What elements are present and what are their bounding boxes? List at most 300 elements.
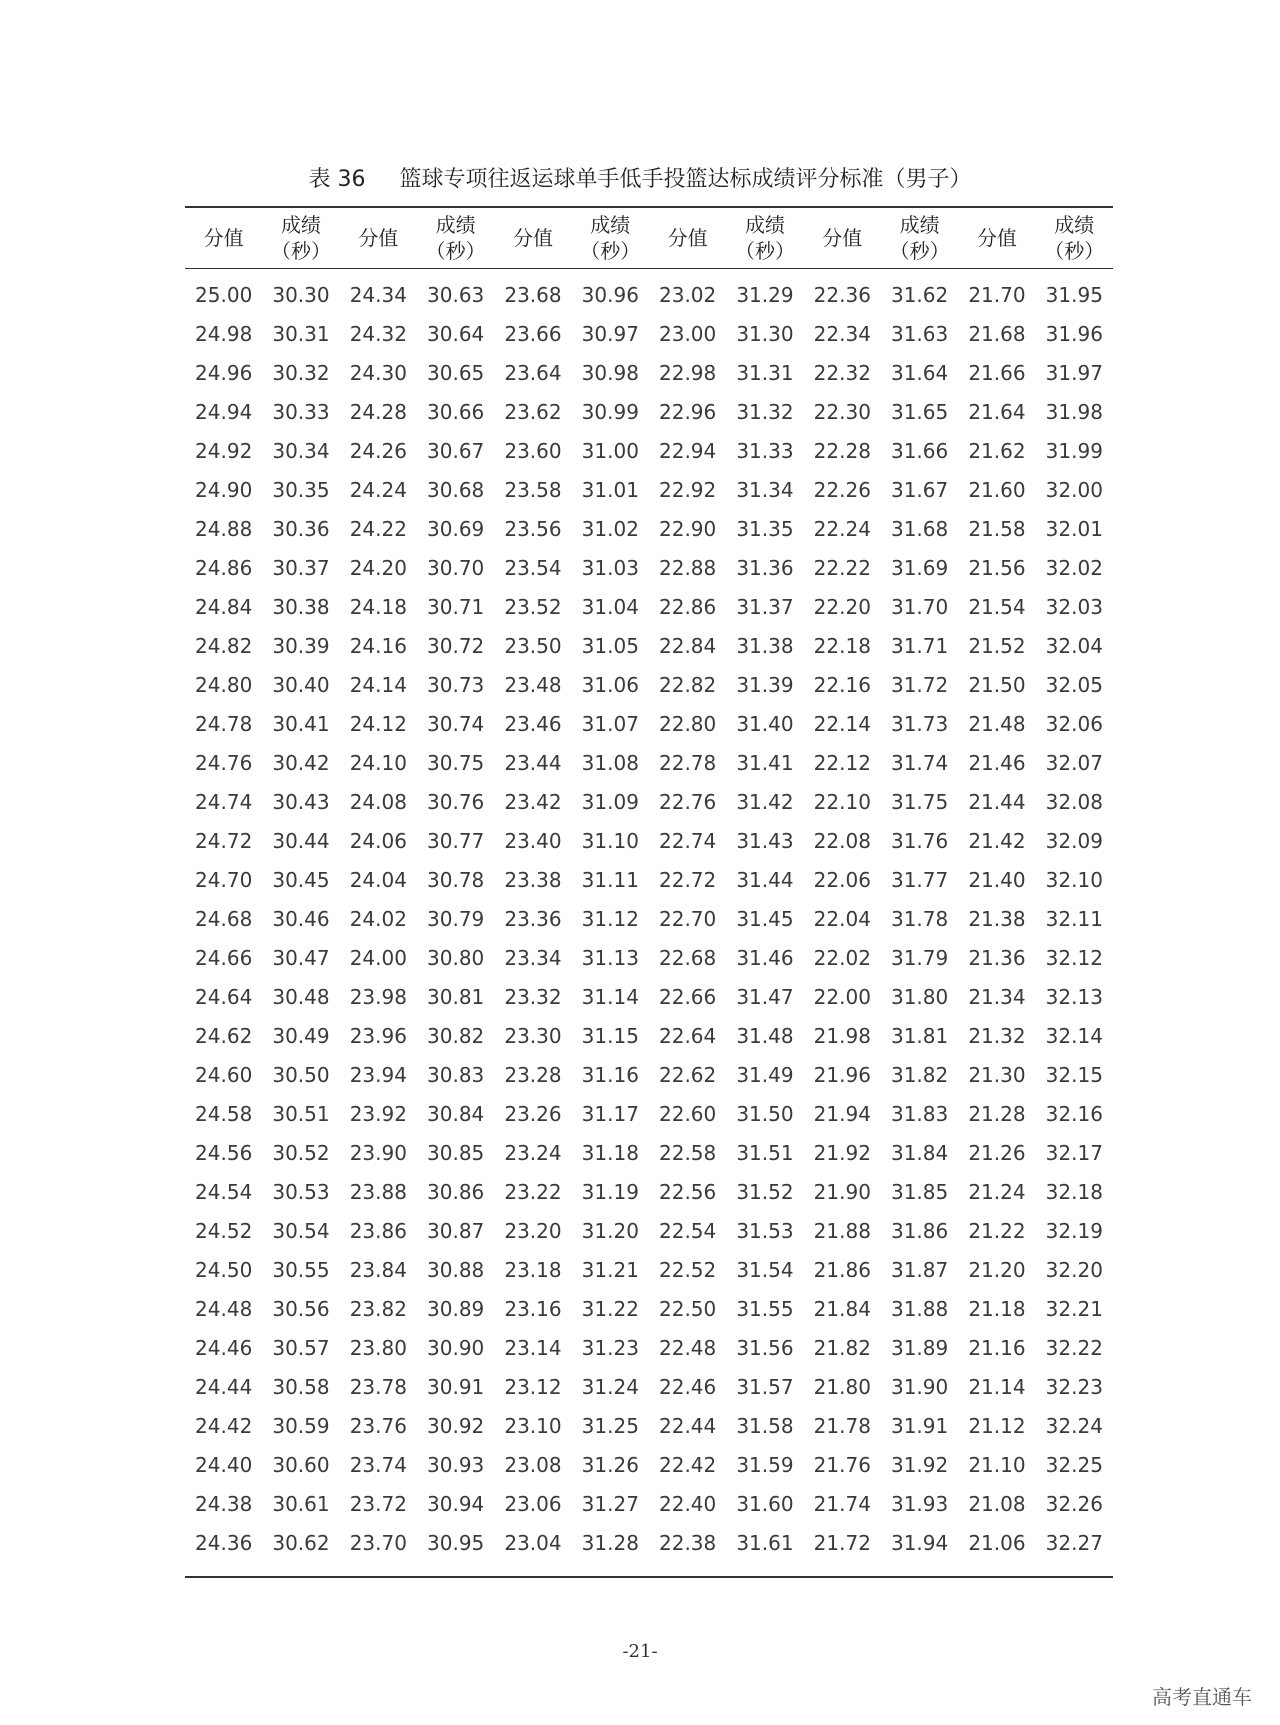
score-cell: 21.58 bbox=[968, 516, 1026, 541]
result-cell: 30.89 bbox=[427, 1296, 485, 1321]
result-cell: 30.35 bbox=[272, 477, 330, 502]
score-cell: 22.32 bbox=[813, 360, 871, 385]
result-cell: 31.02 bbox=[581, 516, 639, 541]
result-cell: 32.15 bbox=[1045, 1062, 1103, 1087]
result-cell: 32.22 bbox=[1045, 1335, 1103, 1360]
score-cell: 21.84 bbox=[813, 1296, 871, 1321]
result-cell: 31.25 bbox=[581, 1413, 639, 1438]
result-cell: 32.08 bbox=[1045, 789, 1103, 814]
score-cell: 22.08 bbox=[813, 828, 871, 853]
score-cell: 24.18 bbox=[349, 594, 407, 619]
score-cell: 22.64 bbox=[659, 1023, 717, 1048]
result-cell: 30.63 bbox=[427, 282, 485, 307]
score-cell: 21.86 bbox=[813, 1257, 871, 1282]
result-cell: 30.59 bbox=[272, 1413, 330, 1438]
score-cell: 21.36 bbox=[968, 945, 1026, 970]
score-cell: 22.66 bbox=[659, 984, 717, 1009]
result-cell: 30.87 bbox=[427, 1218, 485, 1243]
result-cell: 30.94 bbox=[427, 1491, 485, 1516]
result-cell: 31.67 bbox=[890, 477, 949, 502]
score-cell: 22.06 bbox=[813, 867, 871, 892]
result-cell: 31.34 bbox=[736, 477, 794, 502]
result-cell: 30.73 bbox=[427, 672, 485, 697]
score-cell: 23.44 bbox=[504, 750, 562, 775]
result-cell: 30.32 bbox=[272, 360, 330, 385]
score-cell: 24.84 bbox=[195, 594, 253, 619]
table-row bbox=[185, 1328, 1113, 1367]
table-row bbox=[185, 860, 1113, 899]
result-cell: 31.01 bbox=[581, 477, 639, 502]
result-cell: 31.32 bbox=[736, 399, 794, 424]
score-cell: 24.24 bbox=[349, 477, 407, 502]
result-cell: 30.41 bbox=[272, 711, 330, 736]
result-cell: 30.70 bbox=[427, 555, 485, 580]
score-cell: 25.00 bbox=[195, 282, 253, 307]
result-cell: 31.37 bbox=[736, 594, 794, 619]
score-cell: 22.88 bbox=[659, 555, 717, 580]
score-cell: 24.48 bbox=[195, 1296, 253, 1321]
score-cell: 21.32 bbox=[968, 1023, 1026, 1048]
score-cell: 21.46 bbox=[968, 750, 1026, 775]
result-cell: 31.92 bbox=[890, 1452, 949, 1477]
result-cell: 31.06 bbox=[581, 672, 639, 697]
result-cell: 30.93 bbox=[427, 1452, 485, 1477]
result-cell: 30.99 bbox=[581, 399, 639, 424]
result-cell: 31.35 bbox=[736, 516, 794, 541]
score-cell: 22.52 bbox=[659, 1257, 717, 1282]
result-cell: 31.00 bbox=[581, 438, 639, 463]
score-cell: 22.98 bbox=[659, 360, 717, 385]
result-cell: 30.78 bbox=[427, 867, 485, 892]
result-cell: 31.43 bbox=[736, 828, 794, 853]
result-cell: 31.78 bbox=[890, 906, 949, 931]
score-cell: 24.92 bbox=[195, 438, 253, 463]
table-row bbox=[185, 509, 1113, 548]
table-row bbox=[185, 704, 1113, 743]
score-cell: 24.76 bbox=[195, 750, 253, 775]
score-cell: 23.66 bbox=[504, 321, 562, 346]
score-cell: 23.20 bbox=[504, 1218, 562, 1243]
result-cell: 30.90 bbox=[427, 1335, 485, 1360]
score-cell: 23.58 bbox=[504, 477, 562, 502]
score-cell: 21.44 bbox=[968, 789, 1026, 814]
result-cell: 31.60 bbox=[736, 1491, 794, 1516]
result-cell: 31.88 bbox=[890, 1296, 949, 1321]
result-cell: 30.84 bbox=[427, 1101, 485, 1126]
score-cell: 21.96 bbox=[813, 1062, 871, 1087]
header-result bbox=[417, 207, 494, 269]
page-number: -21- bbox=[622, 1641, 658, 1662]
score-cell: 22.72 bbox=[659, 867, 717, 892]
score-cell: 23.24 bbox=[504, 1140, 562, 1165]
result-cell: 31.59 bbox=[736, 1452, 794, 1477]
result-cell: 30.36 bbox=[272, 516, 330, 541]
score-cell: 24.52 bbox=[195, 1218, 253, 1243]
score-cell: 22.76 bbox=[659, 789, 717, 814]
score-cell: 24.44 bbox=[195, 1374, 253, 1399]
table-title bbox=[0, 162, 1280, 193]
result-cell: 30.51 bbox=[272, 1101, 330, 1126]
result-cell: 31.52 bbox=[736, 1179, 794, 1204]
score-cell: 22.84 bbox=[659, 633, 717, 658]
score-cell: 24.94 bbox=[195, 399, 253, 424]
score-cell: 21.50 bbox=[968, 672, 1026, 697]
score-cell: 23.76 bbox=[349, 1413, 407, 1438]
result-cell: 32.27 bbox=[1036, 1523, 1113, 1577]
result-cell: 31.21 bbox=[581, 1257, 639, 1282]
score-cell: 23.94 bbox=[349, 1062, 407, 1087]
result-cell: 31.90 bbox=[890, 1374, 949, 1399]
result-cell: 32.26 bbox=[1045, 1491, 1103, 1516]
score-cell: 22.12 bbox=[813, 750, 871, 775]
result-cell: 32.09 bbox=[1045, 828, 1103, 853]
result-cell: 30.75 bbox=[427, 750, 485, 775]
result-cell: 32.20 bbox=[1045, 1257, 1103, 1282]
score-cell: 24.16 bbox=[349, 633, 407, 658]
score-cell: 24.98 bbox=[195, 321, 253, 346]
score-cell: 24.82 bbox=[195, 633, 253, 658]
score-cell: 24.00 bbox=[349, 945, 407, 970]
result-cell: 30.74 bbox=[427, 711, 485, 736]
score-cell: 21.80 bbox=[813, 1374, 871, 1399]
score-cell: 24.70 bbox=[195, 867, 253, 892]
header-result-label: 成绩 bbox=[280, 213, 321, 237]
watermark: 高考直通车 bbox=[1152, 1685, 1252, 1709]
result-cell: 31.45 bbox=[736, 906, 794, 931]
score-cell: 24.78 bbox=[195, 711, 253, 736]
result-cell: 31.76 bbox=[890, 828, 949, 853]
result-cell: 31.97 bbox=[1045, 360, 1103, 385]
result-cell: 31.30 bbox=[736, 321, 794, 346]
result-cell: 31.81 bbox=[890, 1023, 949, 1048]
score-cell: 23.38 bbox=[504, 867, 562, 892]
header-result-unit: （秒） bbox=[270, 239, 331, 263]
result-cell: 31.61 bbox=[726, 1523, 803, 1577]
result-cell: 31.26 bbox=[581, 1452, 639, 1477]
score-cell: 21.54 bbox=[968, 594, 1026, 619]
result-cell: 31.24 bbox=[581, 1374, 639, 1399]
result-cell: 31.79 bbox=[890, 945, 949, 970]
result-cell: 30.71 bbox=[427, 594, 485, 619]
score-cell: 24.56 bbox=[195, 1140, 253, 1165]
score-cell: 21.66 bbox=[968, 360, 1026, 385]
table-row bbox=[185, 1250, 1113, 1289]
result-cell: 31.82 bbox=[890, 1062, 949, 1087]
score-cell: 22.44 bbox=[659, 1413, 717, 1438]
score-cell: 21.10 bbox=[968, 1452, 1026, 1477]
header-score: 分值 bbox=[512, 226, 553, 250]
score-cell: 24.68 bbox=[195, 906, 253, 931]
score-cell: 21.38 bbox=[968, 906, 1026, 931]
result-cell: 31.71 bbox=[890, 633, 949, 658]
score-cell: 24.20 bbox=[349, 555, 407, 580]
result-cell: 31.68 bbox=[890, 516, 949, 541]
result-cell: 32.16 bbox=[1045, 1101, 1103, 1126]
result-cell: 30.39 bbox=[272, 633, 330, 658]
score-cell: 21.14 bbox=[968, 1374, 1026, 1399]
result-cell: 31.84 bbox=[890, 1140, 949, 1165]
result-cell: 30.57 bbox=[272, 1335, 330, 1360]
result-cell: 31.53 bbox=[736, 1218, 794, 1243]
result-cell: 30.77 bbox=[427, 828, 485, 853]
score-cell: 23.82 bbox=[349, 1296, 407, 1321]
header-result-unit: （秒） bbox=[1044, 239, 1105, 263]
score-cell: 23.48 bbox=[504, 672, 562, 697]
result-cell: 30.60 bbox=[272, 1452, 330, 1477]
score-cell: 22.46 bbox=[659, 1374, 717, 1399]
header-result bbox=[1036, 207, 1113, 269]
result-cell: 31.95 bbox=[1045, 282, 1103, 307]
score-cell: 21.70 bbox=[968, 282, 1026, 307]
table-row bbox=[185, 626, 1113, 665]
header-result-label: 成绩 bbox=[899, 213, 940, 237]
score-cell: 23.34 bbox=[504, 945, 562, 970]
score-cell: 23.04 bbox=[494, 1523, 571, 1577]
score-cell: 23.12 bbox=[504, 1374, 562, 1399]
table-row bbox=[185, 938, 1113, 977]
result-cell: 32.07 bbox=[1045, 750, 1103, 775]
result-cell: 32.21 bbox=[1045, 1296, 1103, 1321]
score-cell: 22.62 bbox=[659, 1062, 717, 1087]
result-cell: 32.04 bbox=[1045, 633, 1103, 658]
score-cell: 23.74 bbox=[349, 1452, 407, 1477]
result-cell: 31.09 bbox=[581, 789, 639, 814]
header-score: 分值 bbox=[358, 226, 399, 250]
result-cell: 31.63 bbox=[890, 321, 949, 346]
score-cell: 21.40 bbox=[968, 867, 1026, 892]
result-cell: 31.10 bbox=[581, 828, 639, 853]
result-cell: 30.92 bbox=[427, 1413, 485, 1438]
result-cell: 31.38 bbox=[736, 633, 794, 658]
score-cell: 24.80 bbox=[195, 672, 253, 697]
table-row bbox=[185, 1094, 1113, 1133]
result-cell: 31.75 bbox=[890, 789, 949, 814]
result-cell: 31.07 bbox=[581, 711, 639, 736]
result-cell: 30.58 bbox=[272, 1374, 330, 1399]
result-cell: 30.55 bbox=[272, 1257, 330, 1282]
result-cell: 30.42 bbox=[272, 750, 330, 775]
score-cell: 21.42 bbox=[968, 828, 1026, 853]
score-cell: 23.84 bbox=[349, 1257, 407, 1282]
score-cell: 24.34 bbox=[349, 282, 407, 307]
result-cell: 32.01 bbox=[1045, 516, 1103, 541]
result-cell: 31.72 bbox=[890, 672, 949, 697]
score-cell: 21.18 bbox=[968, 1296, 1026, 1321]
score-cell: 22.36 bbox=[813, 282, 871, 307]
result-cell: 31.70 bbox=[890, 594, 949, 619]
score-cell: 21.24 bbox=[968, 1179, 1026, 1204]
score-cell: 24.36 bbox=[185, 1523, 262, 1577]
result-cell: 32.25 bbox=[1045, 1452, 1103, 1477]
result-cell: 32.03 bbox=[1045, 594, 1103, 619]
score-cell: 22.54 bbox=[659, 1218, 717, 1243]
score-cell: 24.60 bbox=[195, 1062, 253, 1087]
result-cell: 31.57 bbox=[736, 1374, 794, 1399]
result-cell: 31.19 bbox=[581, 1179, 639, 1204]
score-cell: 24.40 bbox=[195, 1452, 253, 1477]
score-cell: 24.88 bbox=[195, 516, 253, 541]
score-cell: 24.86 bbox=[195, 555, 253, 580]
score-cell: 24.14 bbox=[349, 672, 407, 697]
result-cell: 31.47 bbox=[736, 984, 794, 1009]
score-cell: 22.34 bbox=[813, 321, 871, 346]
result-cell: 31.40 bbox=[736, 711, 794, 736]
table-row bbox=[185, 1133, 1113, 1172]
table-row bbox=[185, 782, 1113, 821]
result-cell: 31.16 bbox=[581, 1062, 639, 1087]
result-cell: 32.06 bbox=[1045, 711, 1103, 736]
result-cell: 32.17 bbox=[1045, 1140, 1103, 1165]
score-cell: 23.98 bbox=[349, 984, 407, 1009]
result-cell: 30.86 bbox=[427, 1179, 485, 1204]
table-row bbox=[185, 1445, 1113, 1484]
result-cell: 31.05 bbox=[581, 633, 639, 658]
score-cell: 24.58 bbox=[195, 1101, 253, 1126]
result-cell: 31.18 bbox=[581, 1140, 639, 1165]
header-result-unit: （秒） bbox=[734, 239, 795, 263]
score-cell: 23.28 bbox=[504, 1062, 562, 1087]
score-cell: 23.86 bbox=[349, 1218, 407, 1243]
table-row bbox=[185, 1367, 1113, 1406]
result-cell: 32.18 bbox=[1045, 1179, 1103, 1204]
result-cell: 30.43 bbox=[272, 789, 330, 814]
score-cell: 22.80 bbox=[659, 711, 717, 736]
table-row bbox=[185, 431, 1113, 470]
result-cell: 30.82 bbox=[427, 1023, 485, 1048]
result-cell: 30.67 bbox=[427, 438, 485, 463]
score-cell: 23.88 bbox=[349, 1179, 407, 1204]
result-cell: 30.69 bbox=[427, 516, 485, 541]
score-cell: 23.30 bbox=[504, 1023, 562, 1048]
score-cell: 21.64 bbox=[968, 399, 1026, 424]
result-cell: 31.11 bbox=[581, 867, 639, 892]
header-result bbox=[726, 207, 803, 269]
score-cell: 23.36 bbox=[504, 906, 562, 931]
header-result-label: 成绩 bbox=[435, 213, 476, 237]
score-cell: 23.50 bbox=[504, 633, 562, 658]
result-cell: 31.13 bbox=[581, 945, 639, 970]
score-cell: 22.20 bbox=[813, 594, 871, 619]
score-cell: 23.78 bbox=[349, 1374, 407, 1399]
result-cell: 31.49 bbox=[736, 1062, 794, 1087]
score-cell: 22.70 bbox=[659, 906, 717, 931]
score-cell: 24.02 bbox=[349, 906, 407, 931]
score-cell: 22.24 bbox=[813, 516, 871, 541]
score-cell: 21.52 bbox=[968, 633, 1026, 658]
result-cell: 31.23 bbox=[581, 1335, 639, 1360]
result-cell: 31.54 bbox=[736, 1257, 794, 1282]
table-row bbox=[185, 743, 1113, 782]
score-cell: 23.70 bbox=[340, 1523, 417, 1577]
result-cell: 30.61 bbox=[272, 1491, 330, 1516]
score-cell: 23.08 bbox=[504, 1452, 562, 1477]
result-cell: 31.89 bbox=[890, 1335, 949, 1360]
score-cell: 21.68 bbox=[968, 321, 1026, 346]
result-cell: 31.14 bbox=[581, 984, 639, 1009]
result-cell: 31.33 bbox=[736, 438, 794, 463]
score-cell: 22.92 bbox=[659, 477, 717, 502]
score-cell: 23.14 bbox=[504, 1335, 562, 1360]
header-result-label: 成绩 bbox=[1054, 213, 1095, 237]
score-cell: 24.62 bbox=[195, 1023, 253, 1048]
score-cell: 21.48 bbox=[968, 711, 1026, 736]
result-cell: 31.51 bbox=[736, 1140, 794, 1165]
result-cell: 32.19 bbox=[1045, 1218, 1103, 1243]
result-cell: 31.27 bbox=[581, 1491, 639, 1516]
score-cell: 23.90 bbox=[349, 1140, 407, 1165]
score-cell: 23.64 bbox=[504, 360, 562, 385]
result-cell: 31.83 bbox=[890, 1101, 949, 1126]
table-caption: 篮球专项往返运球单手低手投篮达标成绩评分标准（男子） bbox=[399, 167, 972, 192]
result-cell: 30.98 bbox=[581, 360, 639, 385]
result-cell: 31.58 bbox=[736, 1413, 794, 1438]
result-cell: 31.87 bbox=[890, 1257, 949, 1282]
result-cell: 31.17 bbox=[581, 1101, 639, 1126]
header-result-unit: （秒） bbox=[889, 239, 950, 263]
score-cell: 21.08 bbox=[968, 1491, 1026, 1516]
result-cell: 30.54 bbox=[272, 1218, 330, 1243]
table-number: 表 36 bbox=[308, 167, 366, 192]
result-cell: 32.05 bbox=[1045, 672, 1103, 697]
score-cell: 22.40 bbox=[659, 1491, 717, 1516]
result-cell: 32.24 bbox=[1045, 1413, 1103, 1438]
table-row bbox=[185, 665, 1113, 704]
score-cell: 22.38 bbox=[649, 1523, 726, 1577]
score-cell: 21.92 bbox=[813, 1140, 871, 1165]
score-cell: 21.22 bbox=[968, 1218, 1026, 1243]
header-result-label: 成绩 bbox=[744, 213, 785, 237]
result-cell: 32.23 bbox=[1045, 1374, 1103, 1399]
result-cell: 30.44 bbox=[272, 828, 330, 853]
score-cell: 21.78 bbox=[813, 1413, 871, 1438]
score-cell: 23.96 bbox=[349, 1023, 407, 1048]
score-cell: 24.12 bbox=[349, 711, 407, 736]
score-cell: 22.60 bbox=[659, 1101, 717, 1126]
score-cell: 21.28 bbox=[968, 1101, 1026, 1126]
table-row bbox=[185, 821, 1113, 860]
score-cell: 22.10 bbox=[813, 789, 871, 814]
score-cell: 22.94 bbox=[659, 438, 717, 463]
result-cell: 31.08 bbox=[581, 750, 639, 775]
result-cell: 30.62 bbox=[262, 1523, 339, 1577]
score-cell: 24.38 bbox=[195, 1491, 253, 1516]
score-cell: 23.80 bbox=[349, 1335, 407, 1360]
score-cell: 23.60 bbox=[504, 438, 562, 463]
score-cell: 22.16 bbox=[813, 672, 871, 697]
table-row bbox=[185, 269, 1113, 315]
result-cell: 31.28 bbox=[572, 1523, 649, 1577]
header-score: 分值 bbox=[976, 226, 1017, 250]
result-cell: 30.34 bbox=[272, 438, 330, 463]
score-cell: 22.18 bbox=[813, 633, 871, 658]
score-cell: 22.14 bbox=[813, 711, 871, 736]
header-score: 分值 bbox=[667, 226, 708, 250]
result-cell: 31.62 bbox=[890, 282, 949, 307]
score-cell: 24.08 bbox=[349, 789, 407, 814]
table-body bbox=[185, 269, 1113, 1578]
score-cell: 21.34 bbox=[968, 984, 1026, 1009]
header-score: 分值 bbox=[203, 226, 244, 250]
score-cell: 24.54 bbox=[195, 1179, 253, 1204]
result-cell: 31.91 bbox=[890, 1413, 949, 1438]
result-cell: 31.93 bbox=[890, 1491, 949, 1516]
result-cell: 31.77 bbox=[890, 867, 949, 892]
score-cell: 24.46 bbox=[195, 1335, 253, 1360]
result-cell: 31.41 bbox=[736, 750, 794, 775]
result-cell: 30.31 bbox=[272, 321, 330, 346]
result-cell: 31.64 bbox=[890, 360, 949, 385]
table-row bbox=[185, 1016, 1113, 1055]
